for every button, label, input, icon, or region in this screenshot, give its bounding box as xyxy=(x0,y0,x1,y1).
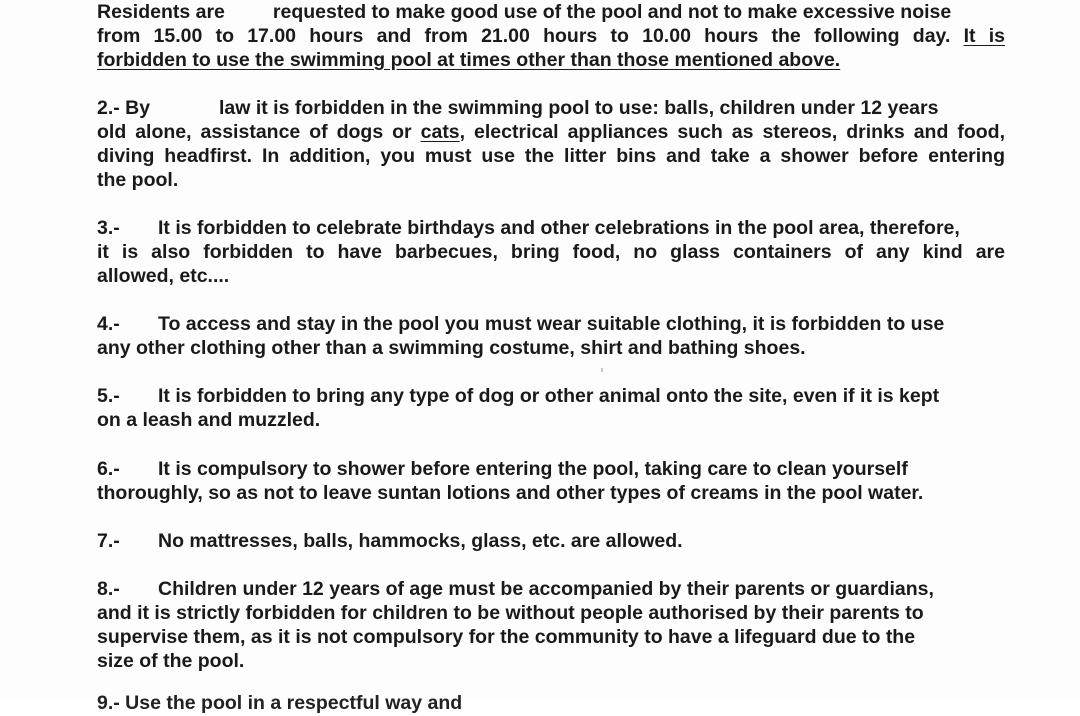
intro-requested: requested to make good use of the pool and not to make excessive noise xyxy=(272,1,952,23)
rule-2-cats: cats xyxy=(420,121,460,143)
rule-3-text-1: It is forbidden to celebrate birthdays and other celebrations in the pool area, therefore, xyxy=(158,217,960,239)
rule-6-text-1: It is compulsory to shower before entering the pool, taking care to clean yourself xyxy=(158,458,908,480)
intro-residents: Residents are xyxy=(97,1,225,23)
intro-line-2 xyxy=(97,25,1005,49)
rule-2-number: 2.- By xyxy=(97,97,151,119)
intro-line-1 xyxy=(97,1,951,25)
rule-4-line-2: any other clothing other than a swimming costume, shirt and bathing shoes. xyxy=(97,337,806,359)
rule-2-line-3: diving headfirst. In addition, you must use the litter bins and take a shower before entering xyxy=(97,145,1005,167)
rule-7-text-1: No mattresses, balls, hammocks, glass, etc. are allowed. xyxy=(158,530,683,552)
rule-2-line-4: the pool. xyxy=(97,169,179,191)
rule-2-text-2a: old alone, assistance of dogs or xyxy=(97,121,412,143)
rule-2-line-2 xyxy=(97,121,1005,145)
rule-6-number: 6.- xyxy=(97,458,120,480)
intro-hours: from 15.00 to 17.00 hours and from 21.00 hours to 10.00 hours the following day. xyxy=(97,25,951,47)
rule-4-line-1 xyxy=(97,313,944,337)
scan-speck xyxy=(601,368,603,372)
rule-8-line-4: size of the pool. xyxy=(97,650,245,672)
rule-8-number: 8.- xyxy=(97,578,120,600)
rule-5-text-1: It is forbidden to bring any type of dog or other animal onto the site, even if it is kept xyxy=(158,385,940,407)
rule-9-cutoff-text: 9.- Use the pool in a respectful way and xyxy=(97,692,463,714)
intro-it-is: It is xyxy=(963,25,1005,47)
rule-8-line-1 xyxy=(97,578,934,602)
rule-4-number: 4.- xyxy=(97,313,120,335)
rule-5-number: 5.- xyxy=(97,385,120,407)
rule-4-text-1: To access and stay in the pool you must wear suitable clothing, it is forbidden to use xyxy=(158,313,945,335)
rule-3-line-3: allowed, etc.... xyxy=(97,265,230,287)
rule-5-line-2: on a leash and muzzled. xyxy=(97,409,321,431)
rule-3-line-2: it is also forbidden to have barbecues, bring food, no glass containers of any kind are xyxy=(97,241,1005,263)
rule-9-cutoff xyxy=(97,692,537,714)
rule-8-line-3: supervise them, as it is not compulsory for the community to have a lifeguard due to the xyxy=(97,626,916,648)
rule-8-text-1: Children under 12 years of age must be accompanied by their parents or guardians, xyxy=(158,578,934,600)
rule-7-number: 7.- xyxy=(97,530,120,552)
rule-2-text-1: law it is forbidden in the swimming pool to use: balls, children under 12 years xyxy=(219,97,939,119)
rule-3-line-1 xyxy=(97,217,960,241)
rule-6-line-2: thoroughly, so as not to leave suntan lotions and other types of creams in the pool water. xyxy=(97,482,924,504)
rule-5-line-1 xyxy=(97,385,939,409)
rule-7-line-1 xyxy=(97,530,683,554)
intro-line-3: forbidden to use the swimming pool at times other than those mentioned above. xyxy=(97,49,841,71)
rule-8-line-2: and it is strictly forbidden for children to be without people authorised by their parents to xyxy=(97,602,924,624)
rule-2-text-2c: , electrical appliances such as stereos, drinks and food, xyxy=(459,121,1005,143)
rule-3-number: 3.- xyxy=(97,217,120,239)
rule-6-line-1 xyxy=(97,458,908,482)
rule-2-line-1 xyxy=(97,97,938,121)
